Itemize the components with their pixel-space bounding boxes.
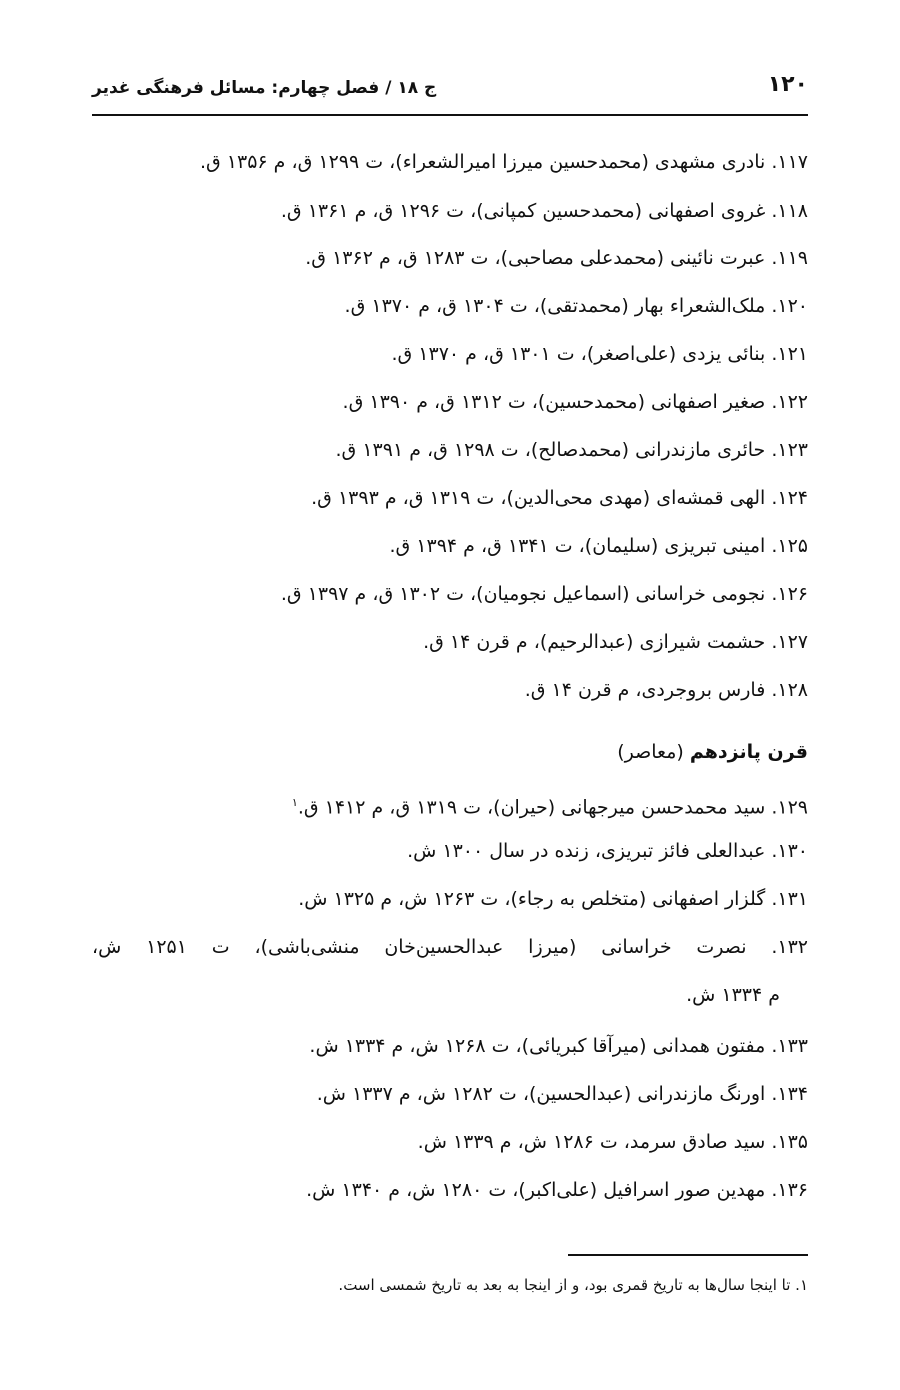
list-item: ۱۲۰. ملک‌الشعراء بهار (محمدتقی)، ت ۱۳۰۴ ق، م ۱۳۷۰ ق. bbox=[344, 295, 808, 317]
list-item: ۱۱۹. عبرت نائینی (محمدعلی مصاحبی)، ت ۱۲۸۳ ق، م ۱۳۶۲ ق. bbox=[305, 247, 808, 269]
list-item: ۱۱۸. غروی اصفهانی (محمدحسین کمپانی)، ت ۱۲۹۶ ق، م ۱۳۶۱ ق. bbox=[280, 200, 808, 222]
section-heading bbox=[617, 738, 808, 766]
page-number: ۱۲۰ bbox=[767, 72, 808, 97]
list-item: ۱۳۵. سید صادق سرمد، ت ۱۲۸۶ ش، م ۱۳۳۹ ش. bbox=[417, 1131, 808, 1153]
list-item: ۱۲۶. نجومی خراسانی (اسماعیل نجومیان)، ت ۱۳۰۲ ق، م ۱۳۹۷ ق. bbox=[280, 583, 808, 605]
list-item: ۱۲۷. حشمت شیرازی (عبدالرحیم)، م قرن ۱۴ ق. bbox=[423, 631, 808, 653]
list-item-continuation: م ۱۳۳۴ ش. bbox=[686, 984, 780, 1006]
footnote-divider bbox=[568, 1254, 808, 1256]
list-item: ۱۳۶. مهدین صور اسرافیل (علی‌اکبر)، ت ۱۲۸۰ ش، م ۱۳۴۰ ش. bbox=[306, 1179, 808, 1201]
list-item: ۱۳۴. اورنگ مازندرانی (عبدالحسین)، ت ۱۲۸۲ ش، م ۱۳۳۷ ش. bbox=[316, 1083, 808, 1105]
section-title-note: (معاصر) bbox=[617, 741, 690, 763]
page-header bbox=[92, 66, 808, 116]
running-title: ج ۱۸ / فصل چهارم: مسائل فرهنگی غدیر bbox=[92, 78, 437, 98]
section-title-bold: قرن پانزدهم bbox=[689, 741, 808, 763]
list-item: ۱۲۲. صغیر اصفهانی (محمدحسین)، ت ۱۳۱۲ ق، م ۱۳۹۰ ق. bbox=[342, 391, 808, 413]
footnote-ref: ۱ bbox=[291, 796, 298, 809]
list-item: ۱۳۰. عبدالعلی فائز تبریزی، زنده در سال ۱۳۰۰ ش. bbox=[407, 840, 808, 862]
list-item: ۱۲۳. حائری مازندرانی (محمدصالح)، ت ۱۲۹۸ ق، م ۱۳۹۱ ق. bbox=[335, 439, 808, 461]
list-item: ۱۳۲. نصرت خراسانی (میرزا عبدالحسین‌خان منشی‌باشی)، ت ۱۲۵۱ ش، bbox=[92, 936, 808, 958]
footnote: ۱. تا اینجا سال‌ها به تاریخ قمری بود، و از اینجا به بعد به تاریخ شمسی است. bbox=[338, 1276, 808, 1294]
list-item: ۱۳۳. مفتون همدانی (میرآقا کبریائی)، ت ۱۲۶۸ ش، م ۱۳۳۴ ش. bbox=[309, 1035, 808, 1057]
list-item: ۱۲۵. امینی تبریزی (سلیمان)، ت ۱۳۴۱ ق، م ۱۳۹۴ ق. bbox=[389, 535, 808, 557]
list-item: ۱۱۷. نادری مشهدی (محمدحسین میرزا امیرالشعراء)، ت ۱۲۹۹ ق، م ۱۳۵۶ ق. bbox=[199, 151, 808, 173]
list-item: ۱۳۱. گلزار اصفهانی (متخلص به رجاء)، ت ۱۲۶۳ ش، م ۱۳۲۵ ش. bbox=[298, 888, 808, 910]
list-item-text: ۱۲۹. سید محمدحسن میرجهانی (حیران)، ت ۱۳۱۹ ق، م ۱۴۱۲ ق. bbox=[297, 796, 808, 819]
list-item: ۱۲۸. فارس بروجردی، م قرن ۱۴ ق. bbox=[524, 679, 808, 701]
list-item bbox=[292, 789, 808, 821]
list-item: ۱۲۴. الهی قمشه‌ای (مهدی محی‌الدین)، ت ۱۳۱۹ ق، م ۱۳۹۳ ق. bbox=[311, 487, 808, 509]
list-item: ۱۲۱. بنائی یزدی (علی‌اصغر)، ت ۱۳۰۱ ق، م ۱۳۷۰ ق. bbox=[391, 343, 808, 365]
